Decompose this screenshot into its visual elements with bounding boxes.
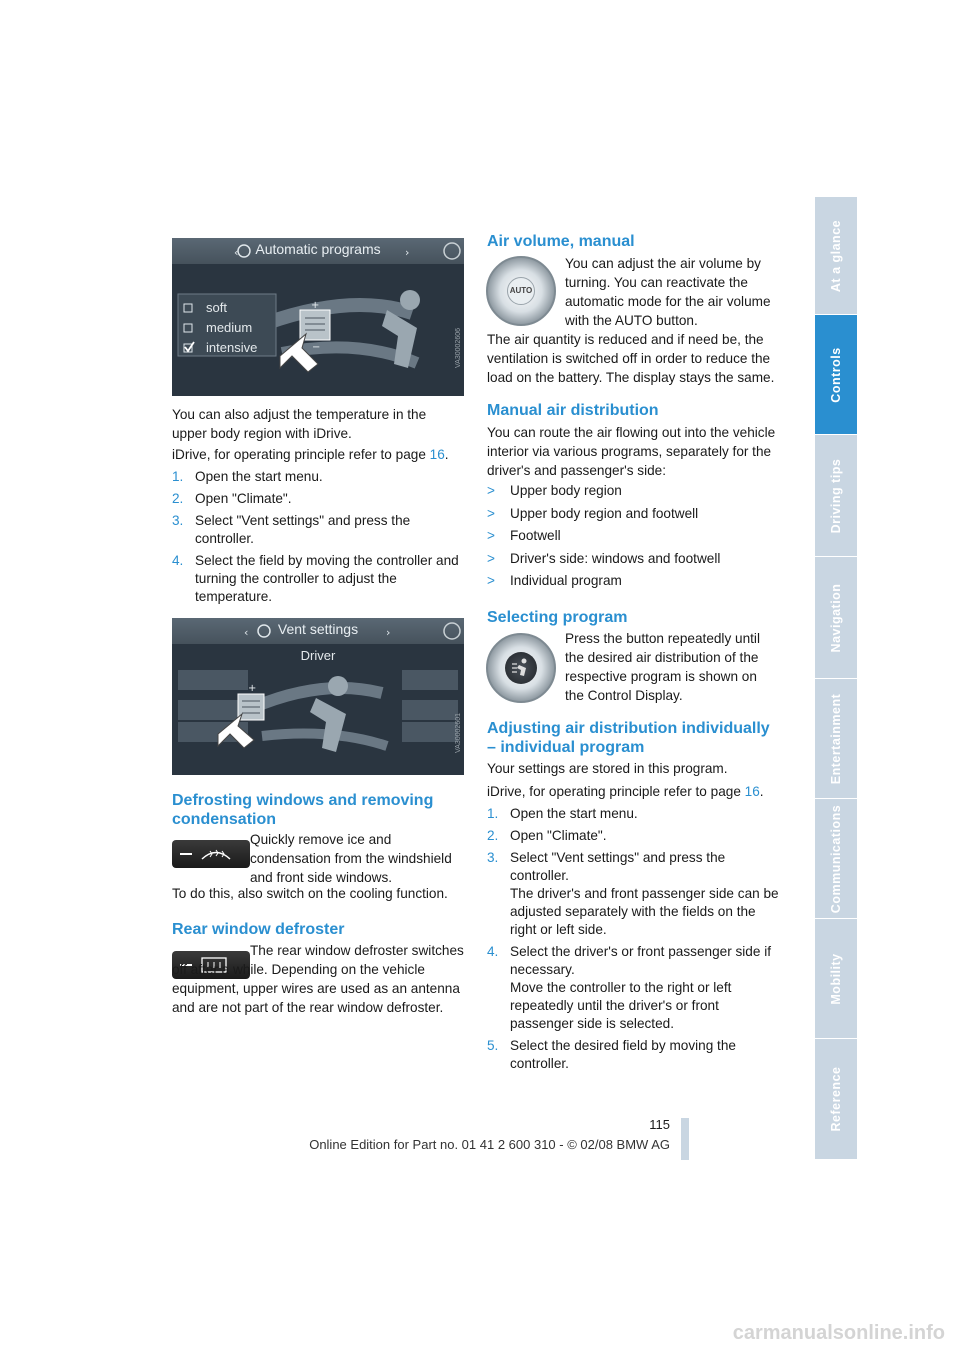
climate-display-graphic [172, 238, 464, 396]
vent-display-graphic [172, 618, 464, 775]
automatic-programs-screenshot [172, 238, 464, 396]
watermark: carmanualsonline.info [732, 1322, 945, 1344]
program-soft[interactable]: soft [206, 300, 227, 315]
tab-navigation[interactable]: Navigation [815, 557, 857, 679]
page-link[interactable]: 16 [429, 447, 445, 462]
air-distribution-icon [505, 652, 537, 684]
svg-text:+: + [311, 300, 320, 311]
svg-text:‹: ‹ [244, 626, 249, 639]
tab-at-a-glance[interactable]: At a glance [815, 197, 857, 315]
list-item: 3. Select "Vent settings" and press the controller. The driver's and front passenger side can be adjusted separately with the fields on the right or left side. [487, 850, 779, 937]
list-item: 5. Select the desired field by moving the controller. [487, 1038, 736, 1071]
list-item: 1. Open the start menu. [172, 469, 323, 484]
list-item: > Footwell [487, 528, 561, 543]
list-item: > Upper body region [487, 483, 622, 498]
tab-entertainment[interactable]: Entertainment [815, 679, 857, 799]
program-intensive[interactable]: intensive [206, 340, 258, 355]
screen-subtitle: Driver [300, 648, 336, 663]
defrost-button[interactable] [172, 840, 250, 868]
defrost-heading: Defrosting windows and removing condensation [172, 792, 434, 828]
individual-program-heading: Adjusting air distribution individually – individual program [487, 720, 770, 756]
manual-distribution-heading: Manual air distribution [487, 402, 659, 419]
list-item: 2. Open "Climate". [487, 828, 607, 843]
svg-text:›: › [386, 626, 391, 639]
tab-controls[interactable]: Controls [815, 315, 857, 435]
air-volume-description: You can adjust the air volume by turning. You can reactivate the automatic mode for the air volume with the AUTO button. [565, 256, 771, 328]
individual-program-description: Your settings are stored in this program. [487, 761, 728, 776]
svg-text:−: − [312, 342, 321, 353]
selecting-program-description: Press the button repeatedly until the desired air distribution of the respective program is shown on the Control Display. [565, 631, 760, 703]
screen-title: Automatic programs [255, 241, 381, 257]
image-code: VA30002606 [455, 328, 462, 368]
air-distribution-button[interactable] [486, 633, 556, 703]
list-item: 2. Open "Climate". [172, 491, 292, 506]
svg-text:‹: ‹ [234, 246, 239, 259]
idrive-reference: iDrive, for operating principle refer to page 16. [172, 447, 449, 462]
list-item: > Individual program [487, 573, 622, 588]
svg-text:›: › [405, 246, 410, 259]
defrost-cooling-note: To do this, also switch on the cooling function. [172, 886, 448, 901]
page-link[interactable]: 16 [744, 784, 760, 799]
image-code: VA30002601 [455, 713, 462, 753]
list-item: > Driver's side: windows and footwell [487, 550, 721, 566]
list-item: 1. Open the start menu. [487, 806, 638, 821]
defrost-description: Quickly remove ice and condensation from the windshield and front side windows. [250, 832, 452, 885]
rear-defrost-heading: Rear window defroster [172, 921, 345, 938]
selecting-program-heading: Selecting program [487, 609, 628, 626]
temperature-intro: You can also adjust the temperature in the upper body region with iDrive. [172, 407, 427, 441]
windshield-defrost-icon [172, 840, 250, 868]
individual-program-steps [487, 805, 779, 1077]
air-volume-knob[interactable] [486, 256, 556, 326]
air-volume-battery-note: The air quantity is reduced and if need be, the ventilation is switched off in order to reduce the load on the battery. The display stays the same. [487, 332, 775, 385]
tab-communications[interactable]: Communications [815, 799, 857, 919]
auto-button-label: AUTO [509, 286, 533, 295]
rear-defrost-description: The rear window defroster switches off after a while. Depending on the vehicle equipment, upper wires are used as an antenna and are not part of the rear window defroster. [172, 943, 464, 1015]
page-marker [681, 1118, 689, 1160]
tab-reference[interactable]: Reference [815, 1039, 857, 1160]
list-item: 4. Select the driver's or front passenger side if necessary. Move the controller to the right or left repeatedly until the driver's or front passenger side is selected. [487, 944, 772, 1031]
tab-driving-tips[interactable]: Driving tips [815, 435, 857, 557]
distribution-programs-list [487, 482, 779, 595]
screen-title: Vent settings [277, 621, 359, 637]
air-volume-heading: Air volume, manual [487, 233, 635, 250]
list-item: 3. Select "Vent settings" and press the controller. [172, 513, 411, 546]
page-number: 115 [649, 1117, 670, 1132]
svg-text:+: + [248, 683, 257, 694]
manual-distribution-description: You can route the air flowing out into the vehicle interior via various programs, separately for the driver's and passenger's side: [487, 425, 776, 478]
list-item: 4. Select the field by moving the controller and turning the controller to adjust the temperature. [172, 553, 459, 604]
program-medium[interactable]: medium [206, 320, 253, 335]
vent-settings-screenshot [172, 618, 464, 775]
temperature-steps [172, 468, 464, 610]
tab-mobility[interactable]: Mobility [815, 919, 857, 1039]
list-item: > Upper body region and footwell [487, 505, 699, 521]
idrive-reference-2: iDrive, for operating principle refer to page 16. [487, 784, 764, 799]
edition-footer: Online Edition for Part no. 01 41 2 600 310 - © 02/08 BMW AG [309, 1137, 670, 1152]
